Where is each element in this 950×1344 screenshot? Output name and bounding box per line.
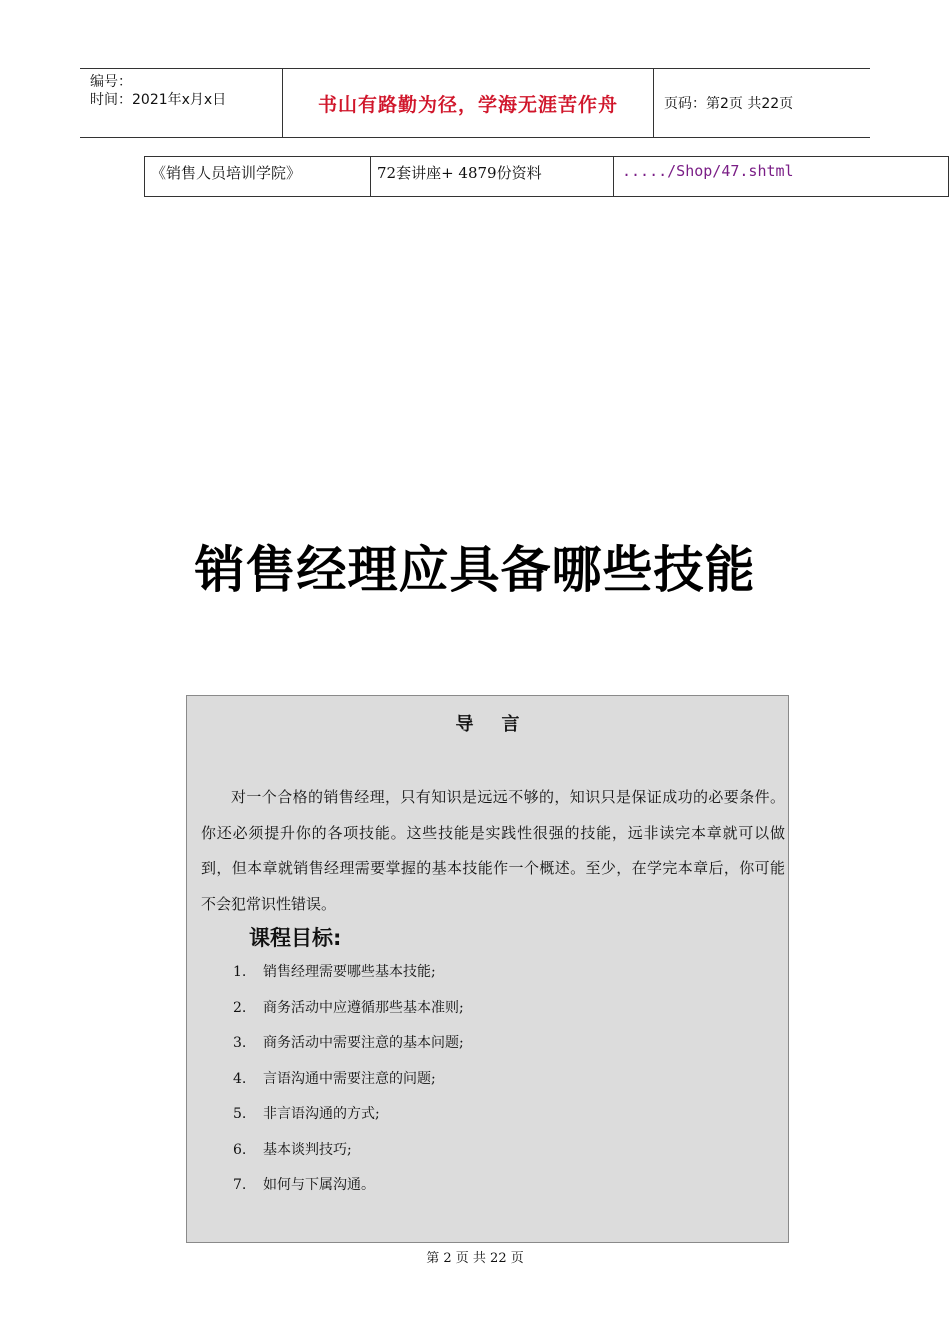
list-item bbox=[233, 1174, 464, 1210]
header-motto-cell bbox=[282, 69, 654, 137]
reference-table bbox=[144, 156, 949, 197]
goal-number: 5. bbox=[233, 1106, 247, 1122]
list-item bbox=[233, 961, 464, 997]
time-label: 时间：2021年x月x日 bbox=[90, 92, 227, 108]
page-header bbox=[80, 68, 870, 138]
goal-text: 言语沟通中需要注意的问题; bbox=[263, 1070, 436, 1087]
goal-text: 非言语沟通的方式; bbox=[263, 1106, 380, 1122]
ref-link[interactable]: ...../Shop/47.shtml bbox=[622, 162, 794, 180]
goal-number: 7. bbox=[233, 1177, 247, 1193]
list-item bbox=[233, 1068, 464, 1104]
goal-number: 4. bbox=[233, 1070, 247, 1087]
goal-number: 6. bbox=[233, 1141, 247, 1158]
intro-heading: 导言 bbox=[455, 714, 548, 735]
goal-number: 3. bbox=[233, 1035, 247, 1051]
goal-text: 销售经理需要哪些基本技能; bbox=[263, 964, 436, 980]
goal-text: 商务活动中应遵循那些基本准则; bbox=[263, 999, 464, 1016]
page-footer: 第 2 页 共 22 页 bbox=[426, 1251, 524, 1266]
ref-resources: 72套讲座+ 4879份资料 bbox=[371, 157, 614, 196]
intro-paragraph bbox=[201, 780, 785, 922]
header-meta bbox=[80, 69, 282, 137]
goal-number: 1. bbox=[233, 964, 247, 980]
motto-text: 书山有路勤为径，学海无涯苦作舟 bbox=[317, 93, 618, 116]
goal-text: 如何与下属沟通。 bbox=[263, 1177, 375, 1193]
ref-academy: 《销售人员培训学院》 bbox=[145, 157, 371, 196]
list-item bbox=[233, 1139, 464, 1175]
intro-box bbox=[186, 695, 789, 1243]
list-item bbox=[233, 1103, 464, 1139]
intro-paragraph-text: 对一个合格的销售经理，只有知识是远远不够的，知识只是保证成功的必要条件。你还必须提升你的各项技能。这些技能是实践性很强的技能，远非读完本章就可以做到，但本章就销售经理需要掌握的基本技能作一个概述。至少，在学完本章后，你可能不会犯常识性错误。 bbox=[201, 788, 785, 913]
page-title: 销售经理应具备哪些技能 bbox=[194, 541, 756, 599]
goal-number: 2. bbox=[233, 999, 247, 1016]
list-item bbox=[233, 1032, 464, 1068]
goal-text: 商务活动中需要注意的基本问题; bbox=[263, 1035, 464, 1051]
page-info: 页码：第2页 共22页 bbox=[664, 96, 794, 112]
number-label: 编号： bbox=[90, 74, 132, 90]
list-item bbox=[233, 997, 464, 1033]
goal-text: 基本谈判技巧; bbox=[263, 1141, 352, 1158]
goals-heading: 课程目标: bbox=[249, 926, 342, 950]
goals-list bbox=[233, 961, 464, 1210]
